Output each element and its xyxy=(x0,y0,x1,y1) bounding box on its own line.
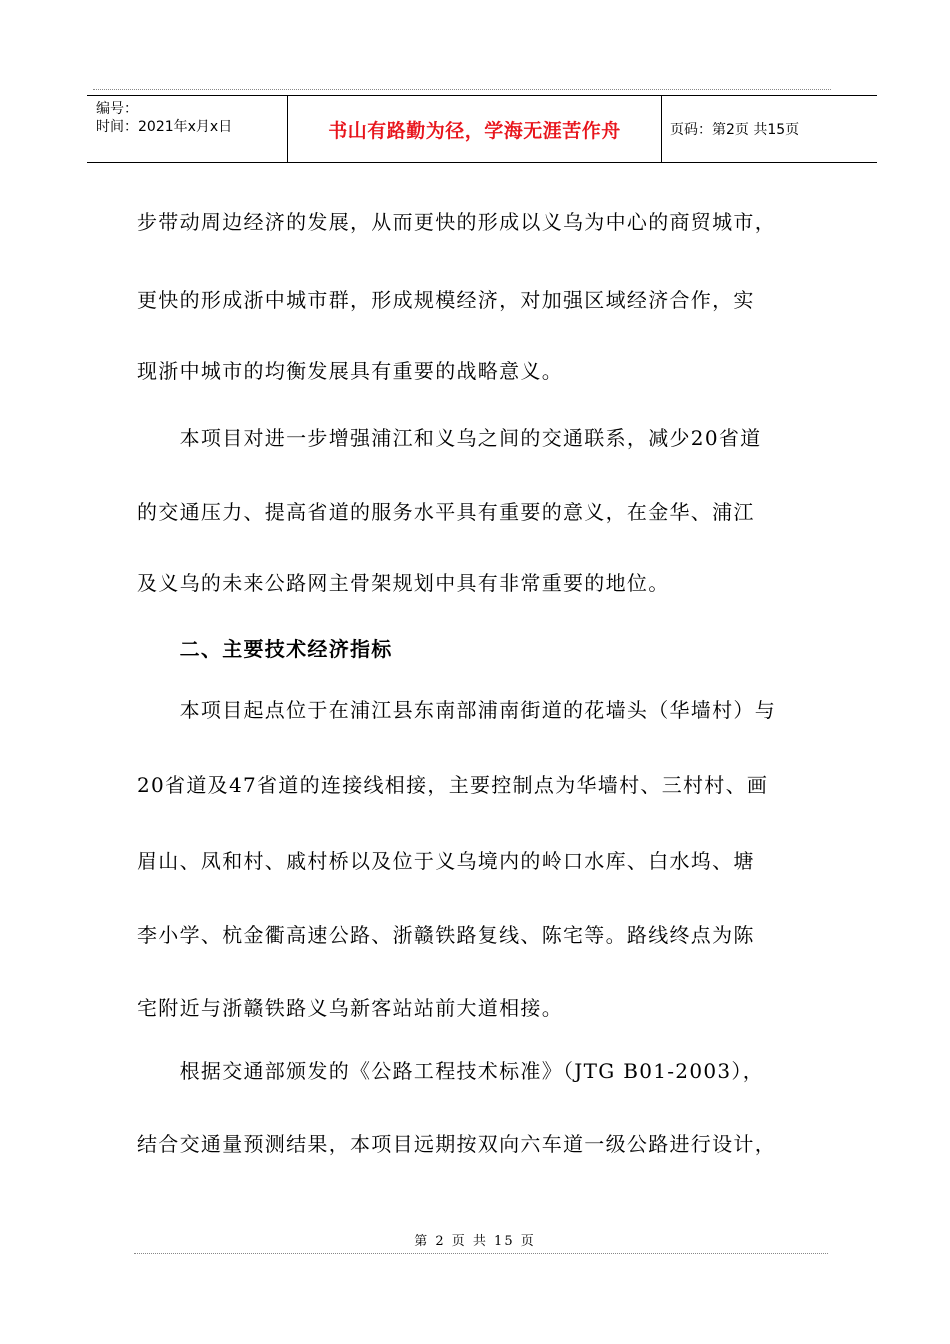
body-line: 步带动周边经济的发展，从而更快的形成以义乌为中心的商贸城市， xyxy=(137,210,776,234)
body-line: 李小学、杭金衢高速公路、浙赣铁路复线、陈宅等。路线终点为陈 xyxy=(137,923,755,947)
header-top-rule xyxy=(93,89,831,90)
header-meta xyxy=(87,96,288,162)
body-line: 根据交通部颁发的《公路工程技术标准》（JTG B01-2003）， xyxy=(137,1059,764,1083)
header-time-label: 时间：2021年x月x日 xyxy=(96,119,233,135)
header-motto xyxy=(288,96,662,162)
body-line: 的交通压力、提高省道的服务水平具有重要的意义，在金华、浦江 xyxy=(137,500,755,524)
body-line: 本项目对进一步增强浦江和义乌之间的交通联系，减少20省道 xyxy=(137,426,762,450)
header-page-info-text: 页码：第2页 共15页 xyxy=(670,122,800,138)
header-number-label: 编号： xyxy=(96,101,138,117)
body-line: 宅附近与浙赣铁路义乌新客站站前大道相接。 xyxy=(137,996,563,1020)
body-line: 更快的形成浙中城市群，形成规模经济，对加强区域经济合作，实 xyxy=(137,288,755,312)
body-line: 结合交通量预测结果，本项目远期按双向六车道一级公路进行设计， xyxy=(137,1132,776,1156)
page-header xyxy=(87,95,877,163)
body-line: 本项目起点位于在浦江县东南部浦南街道的花墙头（华墙村）与 xyxy=(137,698,776,722)
body-line: 眉山、凤和村、戚村桥以及位于义乌境内的岭口水库、白水坞、塘 xyxy=(137,849,755,873)
body-line: 及义乌的未来公路网主骨架规划中具有非常重要的地位。 xyxy=(137,571,670,595)
body-line: 现浙中城市的均衡发展具有重要的战略意义。 xyxy=(137,359,563,383)
header-motto-text: 书山有路勤为径，学海无涯苦作舟 xyxy=(328,119,621,142)
body-line: 20省道及47省道的连接线相接，主要控制点为华墙村、三村村、画 xyxy=(137,773,769,797)
header-page-info xyxy=(662,96,877,162)
footer-rule xyxy=(134,1253,828,1254)
section-heading: 二、主要技术经济指标 xyxy=(137,637,393,661)
page-footer: 第 2 页 共 15 页 xyxy=(414,1234,536,1249)
